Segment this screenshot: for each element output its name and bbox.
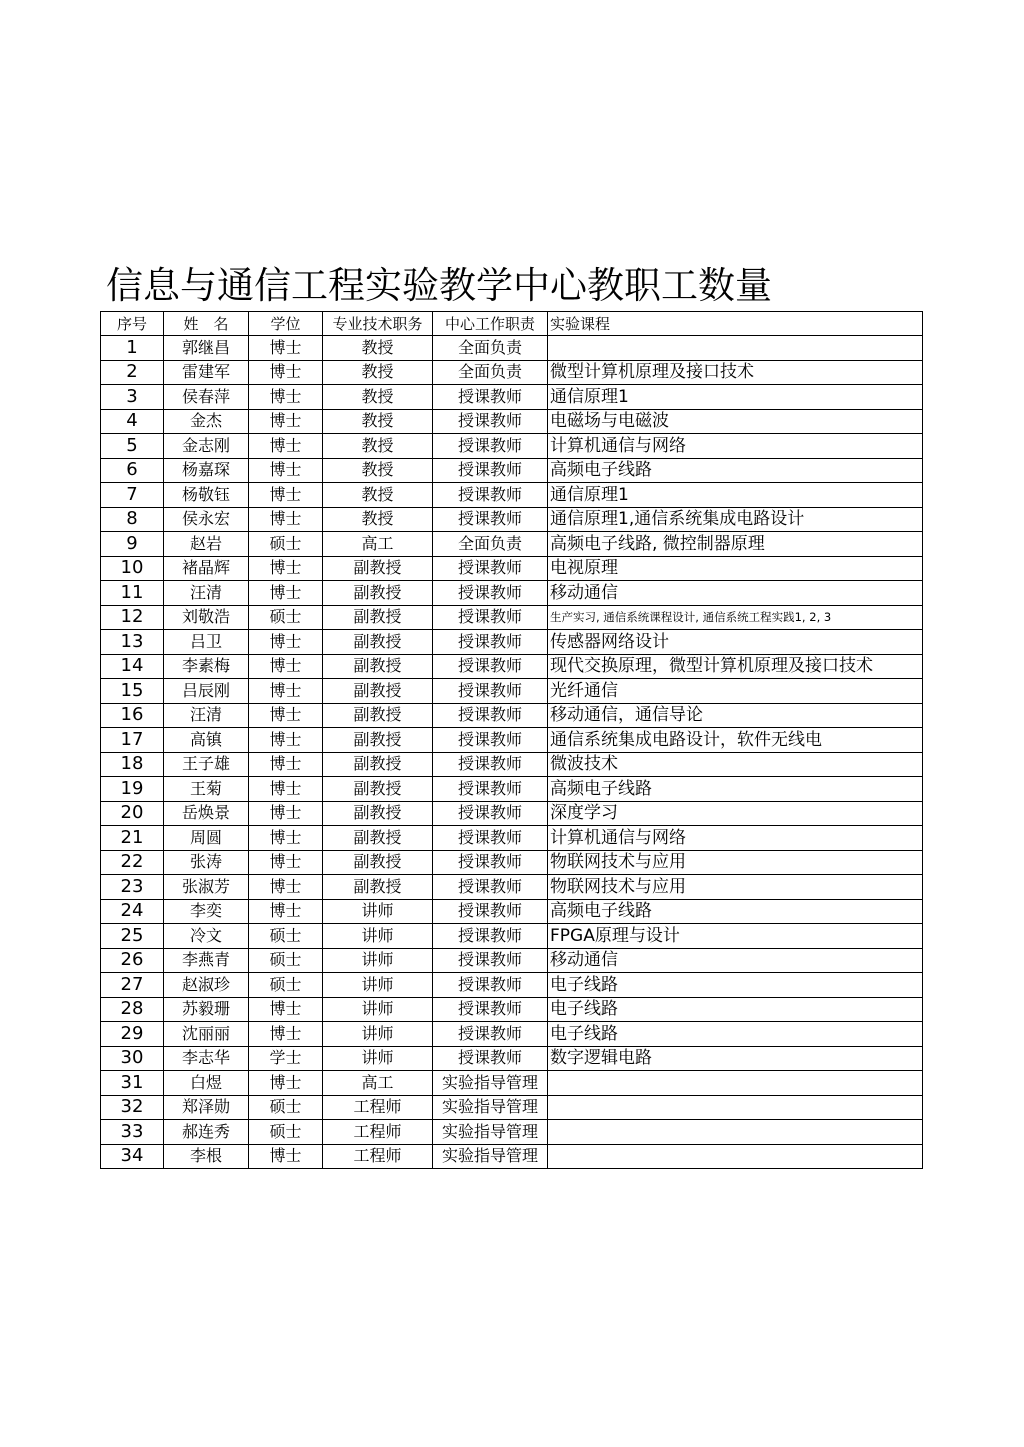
row-courses: 通信原理1 <box>548 385 923 410</box>
row-degree: 博士 <box>249 654 323 679</box>
row-name: 郝连秀 <box>164 1120 249 1145</box>
row-courses: 微波技术 <box>548 752 923 777</box>
row-center-role: 授课教师 <box>433 630 548 655</box>
row-courses <box>548 336 923 361</box>
row-center-role: 授课教师 <box>433 385 548 410</box>
row-degree: 博士 <box>249 752 323 777</box>
table-row <box>101 581 923 606</box>
row-courses: 深度学习 <box>548 801 923 826</box>
row-professional-title: 副教授 <box>323 703 433 728</box>
row-name: 吕辰刚 <box>164 679 249 704</box>
row-center-role: 授课教师 <box>433 434 548 459</box>
row-name: 侯永宏 <box>164 507 249 532</box>
row-courses: 计算机通信与网络 <box>548 434 923 459</box>
row-degree: 硕士 <box>249 948 323 973</box>
row-degree: 博士 <box>249 703 323 728</box>
row-index: 28 <box>101 997 164 1022</box>
row-professional-title: 副教授 <box>323 581 433 606</box>
row-name: 张涛 <box>164 850 249 875</box>
row-index: 2 <box>101 360 164 385</box>
row-index: 27 <box>101 973 164 998</box>
row-name: 李根 <box>164 1144 249 1169</box>
row-courses: 移动通信 <box>548 948 923 973</box>
row-courses: 现代交换原理，微型计算机原理及接口技术 <box>548 654 923 679</box>
table-row <box>101 458 923 483</box>
row-name: 沈丽丽 <box>164 1022 249 1047</box>
row-professional-title: 副教授 <box>323 777 433 802</box>
header-professional-title: 专业技术职务 <box>323 312 433 336</box>
table-row <box>101 826 923 851</box>
table-row <box>101 434 923 459</box>
row-courses: 数字逻辑电路 <box>548 1046 923 1071</box>
row-professional-title: 教授 <box>323 483 433 508</box>
row-professional-title: 副教授 <box>323 801 433 826</box>
row-name: 李志华 <box>164 1046 249 1071</box>
row-professional-title: 工程师 <box>323 1095 433 1120</box>
row-professional-title: 高工 <box>323 532 433 557</box>
row-degree: 博士 <box>249 728 323 753</box>
row-courses: 电视原理 <box>548 556 923 581</box>
row-degree: 硕士 <box>249 1095 323 1120</box>
row-name: 侯春萍 <box>164 385 249 410</box>
row-center-role: 全面负责 <box>433 360 548 385</box>
row-degree: 博士 <box>249 483 323 508</box>
row-courses: 高频电子线路 <box>548 777 923 802</box>
table-row <box>101 679 923 704</box>
row-center-role: 授课教师 <box>433 581 548 606</box>
table-row <box>101 654 923 679</box>
row-center-role: 授课教师 <box>433 679 548 704</box>
row-name: 周圆 <box>164 826 249 851</box>
row-center-role: 实验指导管理 <box>433 1120 548 1145</box>
row-degree: 硕士 <box>249 973 323 998</box>
row-professional-title: 教授 <box>323 409 433 434</box>
row-index: 32 <box>101 1095 164 1120</box>
row-name: 雷建军 <box>164 360 249 385</box>
row-professional-title: 讲师 <box>323 924 433 949</box>
row-name: 汪清 <box>164 703 249 728</box>
row-center-role: 授课教师 <box>433 1046 548 1071</box>
row-professional-title: 讲师 <box>323 948 433 973</box>
row-professional-title: 讲师 <box>323 899 433 924</box>
table-row <box>101 801 923 826</box>
table-row <box>101 605 923 630</box>
row-degree: 博士 <box>249 1071 323 1096</box>
row-index: 14 <box>101 654 164 679</box>
row-center-role: 授课教师 <box>433 899 548 924</box>
header-center-role: 中心工作职责 <box>433 312 548 336</box>
table-row <box>101 630 923 655</box>
row-name: 杨敬钰 <box>164 483 249 508</box>
row-courses <box>548 1071 923 1096</box>
row-index: 5 <box>101 434 164 459</box>
row-name: 苏毅珊 <box>164 997 249 1022</box>
row-courses: 光纤通信 <box>548 679 923 704</box>
table-row <box>101 1144 923 1169</box>
row-degree: 博士 <box>249 434 323 459</box>
row-professional-title: 讲师 <box>323 1046 433 1071</box>
row-name: 褚晶辉 <box>164 556 249 581</box>
row-index: 20 <box>101 801 164 826</box>
row-courses: 物联网技术与应用 <box>548 875 923 900</box>
row-center-role: 授课教师 <box>433 409 548 434</box>
row-degree: 博士 <box>249 777 323 802</box>
row-name: 吕卫 <box>164 630 249 655</box>
row-name: 赵岩 <box>164 532 249 557</box>
table-row <box>101 875 923 900</box>
row-professional-title: 高工 <box>323 1071 433 1096</box>
row-index: 24 <box>101 899 164 924</box>
row-index: 19 <box>101 777 164 802</box>
row-professional-title: 教授 <box>323 385 433 410</box>
row-index: 17 <box>101 728 164 753</box>
row-center-role: 授课教师 <box>433 801 548 826</box>
row-center-role: 授课教师 <box>433 507 548 532</box>
row-professional-title: 副教授 <box>323 630 433 655</box>
table-row <box>101 1046 923 1071</box>
row-name: 岳焕景 <box>164 801 249 826</box>
header-index: 序号 <box>101 312 164 336</box>
row-center-role: 授课教师 <box>433 948 548 973</box>
table-header-row <box>101 312 923 336</box>
row-index: 22 <box>101 850 164 875</box>
row-degree: 博士 <box>249 899 323 924</box>
row-courses: 微型计算机原理及接口技术 <box>548 360 923 385</box>
row-center-role: 授课教师 <box>433 1022 548 1047</box>
table-row <box>101 1071 923 1096</box>
row-index: 11 <box>101 581 164 606</box>
table-row <box>101 1120 923 1145</box>
row-courses: 电子线路 <box>548 997 923 1022</box>
row-courses: 高频电子线路 <box>548 899 923 924</box>
row-index: 10 <box>101 556 164 581</box>
table-row <box>101 1095 923 1120</box>
row-name: 郑泽勋 <box>164 1095 249 1120</box>
row-degree: 博士 <box>249 630 323 655</box>
row-name: 赵淑珍 <box>164 973 249 998</box>
document-title: 信息与通信工程实验教学中心教职工数量 <box>106 264 772 307</box>
table-row <box>101 899 923 924</box>
row-degree: 博士 <box>249 875 323 900</box>
row-index: 16 <box>101 703 164 728</box>
row-degree: 博士 <box>249 360 323 385</box>
row-index: 15 <box>101 679 164 704</box>
row-name: 金志刚 <box>164 434 249 459</box>
row-center-role: 实验指导管理 <box>433 1144 548 1169</box>
row-courses: 移动通信 <box>548 581 923 606</box>
table-row <box>101 556 923 581</box>
row-index: 18 <box>101 752 164 777</box>
row-professional-title: 教授 <box>323 336 433 361</box>
row-professional-title: 讲师 <box>323 1022 433 1047</box>
row-degree: 博士 <box>249 801 323 826</box>
header-name: 姓 名 <box>164 312 249 336</box>
row-name: 刘敬浩 <box>164 605 249 630</box>
row-center-role: 授课教师 <box>433 875 548 900</box>
row-professional-title: 教授 <box>323 360 433 385</box>
row-professional-title: 副教授 <box>323 605 433 630</box>
table-row <box>101 409 923 434</box>
row-name: 郭继昌 <box>164 336 249 361</box>
row-degree: 博士 <box>249 997 323 1022</box>
row-name: 汪清 <box>164 581 249 606</box>
row-degree: 博士 <box>249 826 323 851</box>
row-courses: 高频电子线路, 微控制器原理 <box>548 532 923 557</box>
row-degree: 博士 <box>249 850 323 875</box>
row-degree: 硕士 <box>249 1120 323 1145</box>
table-row <box>101 360 923 385</box>
row-courses: FPGA原理与设计 <box>548 924 923 949</box>
row-index: 21 <box>101 826 164 851</box>
row-degree: 博士 <box>249 507 323 532</box>
table-row <box>101 973 923 998</box>
table-row <box>101 777 923 802</box>
table-row <box>101 703 923 728</box>
row-courses: 物联网技术与应用 <box>548 850 923 875</box>
row-professional-title: 工程师 <box>323 1144 433 1169</box>
table-row <box>101 336 923 361</box>
header-courses: 实验课程 <box>548 312 923 336</box>
row-courses <box>548 1095 923 1120</box>
row-professional-title: 副教授 <box>323 654 433 679</box>
row-degree: 硕士 <box>249 605 323 630</box>
row-index: 23 <box>101 875 164 900</box>
row-professional-title: 讲师 <box>323 973 433 998</box>
row-index: 29 <box>101 1022 164 1047</box>
row-degree: 博士 <box>249 409 323 434</box>
row-courses: 生产实习, 通信系统课程设计, 通信系统工程实践1, 2, 3 <box>548 605 923 630</box>
row-professional-title: 副教授 <box>323 752 433 777</box>
row-center-role: 全面负责 <box>433 336 548 361</box>
row-center-role: 授课教师 <box>433 997 548 1022</box>
table-row <box>101 850 923 875</box>
table-body <box>101 336 923 1169</box>
row-name: 金杰 <box>164 409 249 434</box>
row-professional-title: 副教授 <box>323 875 433 900</box>
row-professional-title: 副教授 <box>323 850 433 875</box>
row-degree: 博士 <box>249 679 323 704</box>
row-courses <box>548 1144 923 1169</box>
row-degree: 博士 <box>249 1022 323 1047</box>
table-row <box>101 752 923 777</box>
table-row <box>101 728 923 753</box>
row-courses: 通信原理1 <box>548 483 923 508</box>
row-index: 25 <box>101 924 164 949</box>
row-professional-title: 工程师 <box>323 1120 433 1145</box>
row-degree: 博士 <box>249 556 323 581</box>
row-index: 30 <box>101 1046 164 1071</box>
row-index: 33 <box>101 1120 164 1145</box>
row-index: 3 <box>101 385 164 410</box>
row-name: 冷文 <box>164 924 249 949</box>
row-center-role: 授课教师 <box>433 924 548 949</box>
row-name: 高镇 <box>164 728 249 753</box>
row-name: 李奕 <box>164 899 249 924</box>
row-degree: 博士 <box>249 1144 323 1169</box>
row-courses <box>548 1120 923 1145</box>
row-courses: 移动通信，通信导论 <box>548 703 923 728</box>
row-center-role: 授课教师 <box>433 850 548 875</box>
row-index: 9 <box>101 532 164 557</box>
row-courses: 高频电子线路 <box>548 458 923 483</box>
row-courses: 通信系统集成电路设计，软件无线电 <box>548 728 923 753</box>
row-professional-title: 教授 <box>323 434 433 459</box>
row-index: 34 <box>101 1144 164 1169</box>
row-center-role: 实验指导管理 <box>433 1071 548 1096</box>
row-professional-title: 教授 <box>323 507 433 532</box>
row-courses: 电磁场与电磁波 <box>548 409 923 434</box>
row-center-role: 授课教师 <box>433 752 548 777</box>
row-degree: 硕士 <box>249 924 323 949</box>
row-name: 白煜 <box>164 1071 249 1096</box>
table-row <box>101 532 923 557</box>
row-professional-title: 副教授 <box>323 826 433 851</box>
row-professional-title: 副教授 <box>323 728 433 753</box>
row-center-role: 实验指导管理 <box>433 1095 548 1120</box>
row-center-role: 全面负责 <box>433 532 548 557</box>
row-name: 王子雄 <box>164 752 249 777</box>
table-row <box>101 948 923 973</box>
row-center-role: 授课教师 <box>433 458 548 483</box>
row-degree: 博士 <box>249 336 323 361</box>
row-name: 王菊 <box>164 777 249 802</box>
row-degree: 博士 <box>249 458 323 483</box>
table-row <box>101 385 923 410</box>
row-center-role: 授课教师 <box>433 728 548 753</box>
row-center-role: 授课教师 <box>433 973 548 998</box>
row-name: 杨嘉琛 <box>164 458 249 483</box>
row-index: 1 <box>101 336 164 361</box>
row-center-role: 授课教师 <box>433 483 548 508</box>
row-index: 6 <box>101 458 164 483</box>
row-center-role: 授课教师 <box>433 777 548 802</box>
row-degree: 硕士 <box>249 532 323 557</box>
row-name: 李素梅 <box>164 654 249 679</box>
row-degree: 博士 <box>249 581 323 606</box>
row-center-role: 授课教师 <box>433 703 548 728</box>
row-courses: 电子线路 <box>548 1022 923 1047</box>
row-center-role: 授课教师 <box>433 556 548 581</box>
table-row <box>101 924 923 949</box>
staff-table <box>100 311 923 1169</box>
row-index: 13 <box>101 630 164 655</box>
row-professional-title: 副教授 <box>323 679 433 704</box>
row-courses: 计算机通信与网络 <box>548 826 923 851</box>
row-name: 李燕青 <box>164 948 249 973</box>
row-index: 26 <box>101 948 164 973</box>
row-courses: 电子线路 <box>548 973 923 998</box>
row-center-role: 授课教师 <box>433 654 548 679</box>
row-courses: 通信原理1,通信系统集成电路设计 <box>548 507 923 532</box>
table-row <box>101 1022 923 1047</box>
row-name: 张淑芳 <box>164 875 249 900</box>
row-professional-title: 副教授 <box>323 556 433 581</box>
row-index: 4 <box>101 409 164 434</box>
table-row <box>101 507 923 532</box>
table-row <box>101 997 923 1022</box>
row-degree: 学士 <box>249 1046 323 1071</box>
row-degree: 博士 <box>249 385 323 410</box>
row-index: 12 <box>101 605 164 630</box>
header-degree: 学位 <box>249 312 323 336</box>
row-index: 8 <box>101 507 164 532</box>
row-center-role: 授课教师 <box>433 826 548 851</box>
table-row <box>101 483 923 508</box>
row-index: 7 <box>101 483 164 508</box>
row-professional-title: 教授 <box>323 458 433 483</box>
row-professional-title: 讲师 <box>323 997 433 1022</box>
row-courses: 传感器网络设计 <box>548 630 923 655</box>
row-center-role: 授课教师 <box>433 605 548 630</box>
row-index: 31 <box>101 1071 164 1096</box>
